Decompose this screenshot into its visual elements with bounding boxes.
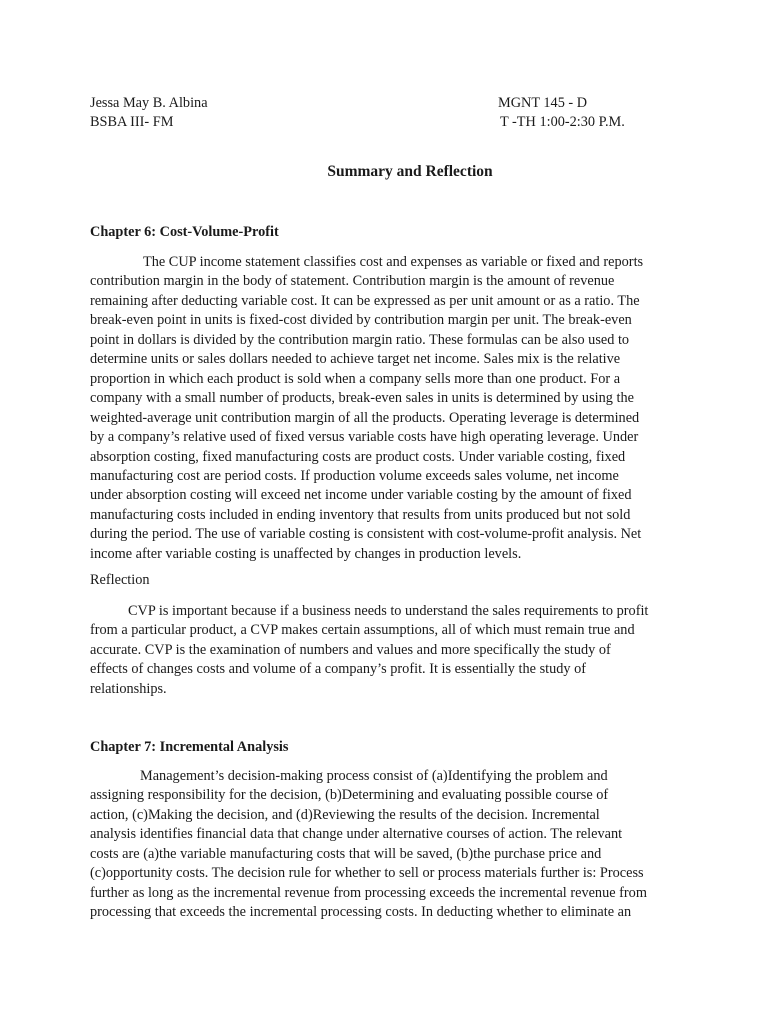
paragraph-line: income after variable costing is unaffected by changes in production levels. [90, 545, 522, 562]
schedule: T -TH 1:00-2:30 P.M. [500, 114, 625, 130]
author-name: Jessa May B. Albina [90, 95, 208, 111]
program: BSBA III- FM [90, 114, 174, 130]
paragraph-line: effects of changes costs and volume of a company’s profit. It is essentially the study of [90, 661, 587, 678]
paragraph-line: remaining after deducting variable cost. It can be expressed as per unit amount or as a ratio. The [90, 292, 640, 309]
page-title: Summary and Reflection [327, 163, 493, 180]
paragraph-line: action, (c)Making the decision, and (d)Reviewing the results of the decision. Incremental [90, 806, 600, 823]
paragraph-line: further as long as the incremental revenue from processing exceeds the incremental revenue from [90, 884, 647, 901]
paragraph-line: manufacturing costs included in ending inventory that results from units produced but not sold [90, 506, 631, 523]
paragraph-line: relationships. [90, 680, 167, 697]
paragraph-line: costs are (a)the variable manufacturing costs that will be saved, (b)the purchase price and [90, 845, 602, 862]
course-code: MGNT 145 - D [498, 95, 588, 111]
chapter-6-summary [90, 253, 710, 564]
paragraph-line: absorption costing, fixed manufacturing costs are product costs. Under variable costing, fixed [90, 448, 626, 465]
paragraph-line: The CUP income statement classifies cost and expenses as variable or fixed and reports [143, 254, 644, 270]
paragraph-line: assigning responsibility for the decision, (b)Determining and evaluating possible course of [90, 787, 609, 804]
paragraph-line: (c)opportunity costs. The decision rule for whether to sell or process materials further is: Process [90, 865, 644, 882]
chapter-6-reflection [90, 602, 710, 699]
paragraph-line: analysis identifies financial data that change under alternative courses of action. The relevant [90, 826, 623, 843]
paragraph-line: company with a small number of products, break-even sales in units is determined by using the [90, 390, 634, 407]
paragraph-line: Management’s decision-making process consist of (a)Identifying the problem and [140, 768, 608, 784]
paragraph-line: accurate. CVP is the examination of numbers and values and more specifically the study of [90, 641, 611, 658]
paragraph-line: processing that exceeds the incremental processing costs. In deducting whether to eliminate an [90, 904, 632, 921]
paragraph-line: during the period. The use of variable costing is consistent with cost-volume-profit analysis. Net [90, 526, 642, 543]
chapter-6-heading: Chapter 6: Cost-Volume-Profit [90, 224, 279, 240]
chapter-7-summary [90, 767, 710, 923]
paragraph-line: point in dollars is divided by the contribution margin ratio. These formulas can be also used to [90, 331, 630, 348]
paragraph-line: contribution margin in the body of statement. Contribution margin is the amount of revenue [90, 273, 615, 290]
paragraph-line: proportion in which each product is sold when a company sells more than one product. For a [90, 370, 621, 387]
paragraph-line: from a particular product, a CVP makes certain assumptions, all of which must remain true and [90, 622, 635, 639]
paragraph-line: under absorption costing will exceed net income under variable costing by the amount of fixed [90, 487, 632, 504]
paragraph-line: CVP is important because if a business needs to understand the sales requirements to profit [128, 603, 649, 619]
paragraph-line: weighted-average unit contribution margin of all the products. Operating leverage is determined [90, 409, 640, 426]
paragraph-line: manufacturing cost are period costs. If production volume exceeds sales volume, net income [90, 467, 619, 484]
paragraph-line: break-even point in units is fixed-cost divided by contribution margin per unit. The break-even [90, 312, 632, 329]
chapter-7-heading: Chapter 7: Incremental Analysis [90, 739, 289, 755]
reflection-label: Reflection [90, 572, 150, 588]
paragraph-line: by a company’s relative used of fixed versus variable costs have high operating leverage. Under [90, 429, 639, 446]
paragraph-line: determine units or sales dollars needed to achieve target net income. Sales mix is the relative [90, 351, 621, 368]
